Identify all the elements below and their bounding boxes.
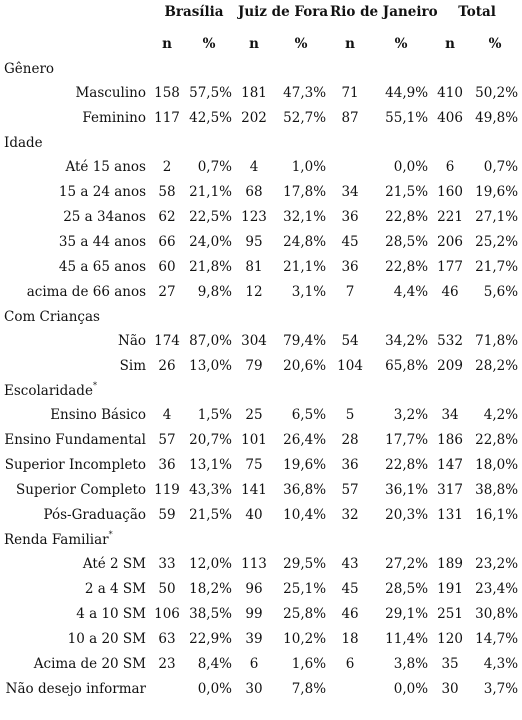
cell-count: 4 (249, 158, 259, 175)
header-group-juiz-de-fora: Juiz de Fora (237, 4, 329, 20)
row-label: 15 a 24 anos (58, 183, 146, 200)
cell-percent: 10,2% (283, 630, 327, 647)
cell-percent: 0,7% (483, 158, 519, 175)
row-label: Feminino (82, 109, 146, 126)
cell-count: 81 (245, 258, 263, 275)
table-row (4, 601, 522, 626)
cell-count: 174 (154, 332, 180, 349)
cell-percent: 12,0% (189, 555, 233, 572)
row-label: Não (118, 332, 146, 349)
cell-count: 131 (437, 506, 463, 523)
cell-count: 7 (345, 283, 355, 300)
row-label: Pós-Graduação (43, 506, 146, 523)
cell-percent: 17,7% (385, 431, 429, 448)
cell-count: 57 (158, 431, 176, 448)
cell-percent: 4,4% (393, 283, 429, 300)
cell-count: 120 (437, 630, 463, 647)
cell-count: 33 (158, 555, 176, 572)
header-corner-sub (4, 32, 152, 56)
row-label: Não desejo informar (5, 680, 146, 697)
header-sub-n: n (345, 36, 355, 52)
table-row (4, 204, 522, 229)
table-row (4, 105, 522, 130)
section-title-text: Gênero (4, 61, 55, 77)
cell-count: 147 (437, 456, 463, 473)
table-row (4, 676, 522, 701)
cell-count: 71 (341, 84, 359, 101)
header-sub-n: n (249, 36, 259, 52)
row-label: Superior Incompleto (4, 456, 146, 473)
cell-percent: 22,8% (385, 208, 429, 225)
cell-count: 160 (437, 183, 463, 200)
cell-percent: 57,5% (189, 84, 233, 101)
cell-percent: 18,2% (189, 580, 233, 597)
cell-count: 141 (241, 481, 267, 498)
cell-percent: 50,2% (475, 84, 519, 101)
cell-percent: 36,1% (385, 481, 429, 498)
cell-percent: 13,0% (189, 357, 233, 374)
section-title-text: Com Crianças (4, 309, 100, 325)
cell-percent: 22,8% (385, 456, 429, 473)
table-row (4, 551, 522, 576)
cell-count: 317 (437, 481, 463, 498)
row-label: Masculino (75, 84, 146, 101)
cell-count: 6 (249, 655, 259, 672)
section-row (4, 378, 522, 402)
row-label: acima de 66 anos (26, 283, 146, 300)
table-row (4, 626, 522, 651)
cell-count: 191 (437, 580, 463, 597)
cell-count: 106 (154, 605, 180, 622)
cell-percent: 20,3% (385, 506, 429, 523)
cell-count: 304 (241, 332, 267, 349)
cell-count: 39 (245, 630, 263, 647)
cell-percent: 0,7% (197, 158, 233, 175)
cell-count: 46 (341, 605, 359, 622)
row-label: Sim (119, 357, 146, 374)
cell-percent: 1,5% (197, 406, 233, 423)
cell-percent: 8,4% (197, 655, 233, 672)
header-group-brasilia: Brasília (164, 4, 224, 20)
table-row (4, 452, 522, 477)
section-row (4, 130, 522, 154)
cell-count: 40 (245, 506, 263, 523)
cell-percent: 38,8% (475, 481, 519, 498)
header-corner (4, 0, 152, 32)
cell-count: 25 (245, 406, 263, 423)
cell-count: 23 (158, 655, 176, 672)
cell-count: 119 (154, 481, 180, 498)
cell-count (152, 676, 182, 701)
cell-percent: 30,8% (475, 605, 519, 622)
cell-percent: 27,1% (475, 208, 519, 225)
table-row (4, 279, 522, 304)
table-row (4, 353, 522, 378)
table-row (4, 576, 522, 601)
cell-percent: 36,8% (283, 481, 327, 498)
cell-percent: 71,8% (475, 332, 519, 349)
row-label: 2 a 4 SM (84, 580, 146, 597)
cell-count: 117 (154, 109, 180, 126)
cell-percent: 16,1% (475, 506, 519, 523)
cell-percent: 19,6% (475, 183, 519, 200)
cell-count: 34 (441, 406, 459, 423)
table-body (4, 0, 522, 701)
table-row (4, 651, 522, 676)
header-sub-n: n (445, 36, 455, 52)
cell-percent: 25,1% (283, 580, 327, 597)
table-row (4, 154, 522, 179)
section-row (4, 527, 522, 551)
cell-count: 2 (162, 158, 172, 175)
cell-percent: 21,8% (189, 258, 233, 275)
cell-count: 87 (341, 109, 359, 126)
cell-percent: 1,6% (291, 655, 327, 672)
table-row (4, 477, 522, 502)
cell-count: 68 (245, 183, 263, 200)
cell-count: 206 (437, 233, 463, 250)
cell-count: 36 (158, 456, 176, 473)
cell-percent: 34,2% (385, 332, 429, 349)
header-sub-pct: % (294, 36, 308, 52)
cell-count: 59 (158, 506, 176, 523)
cell-percent: 10,4% (283, 506, 327, 523)
row-label: Ensino Básico (50, 406, 146, 423)
cell-percent: 27,2% (385, 555, 429, 572)
cell-percent: 22,5% (189, 208, 233, 225)
row-label: Ensino Fundamental (4, 431, 146, 448)
cell-count: 410 (437, 84, 463, 101)
cell-count: 406 (437, 109, 463, 126)
cell-percent: 21,1% (283, 258, 327, 275)
cell-count: 6 (445, 158, 455, 175)
table-row (4, 229, 522, 254)
cell-percent: 18,0% (475, 456, 519, 473)
row-label: 10 a 20 SM (67, 630, 146, 647)
cell-count: 57 (341, 481, 359, 498)
cell-count: 32 (341, 506, 359, 523)
header-row-sub (4, 32, 522, 56)
cell-percent: 23,2% (475, 555, 519, 572)
cell-count: 46 (441, 283, 459, 300)
cell-percent: 4,3% (483, 655, 519, 672)
cell-count: 75 (245, 456, 263, 473)
cell-percent: 22,8% (475, 431, 519, 448)
cell-percent: 17,8% (283, 183, 327, 200)
cell-percent: 3,7% (483, 680, 519, 697)
header-sub-n: n (162, 36, 172, 52)
cell-percent: 21,5% (385, 183, 429, 200)
cell-percent: 4,2% (483, 406, 519, 423)
cell-count: 113 (241, 555, 267, 572)
cell-percent: 7,8% (291, 680, 327, 697)
cell-count: 532 (437, 332, 463, 349)
cell-percent: 38,5% (189, 605, 233, 622)
row-label: 25 a 34anos (63, 208, 146, 225)
cell-count: 45 (341, 233, 359, 250)
cell-percent: 28,2% (475, 357, 519, 374)
table-row (4, 179, 522, 204)
cell-count: 99 (245, 605, 263, 622)
cell-count: 221 (437, 208, 463, 225)
cell-count: 12 (245, 283, 263, 300)
cell-percent: 6,5% (291, 406, 327, 423)
cell-percent: 0,0% (197, 680, 233, 697)
cell-percent: 49,8% (475, 109, 519, 126)
cell-percent: 24,0% (189, 233, 233, 250)
table-row (4, 427, 522, 452)
cell-percent: 32,1% (283, 208, 327, 225)
cell-percent: 13,1% (189, 456, 233, 473)
header-sub-pct: % (202, 36, 216, 52)
row-label: 4 a 10 SM (76, 605, 146, 622)
header-sub-pct: % (488, 36, 502, 52)
cell-count: 58 (158, 183, 176, 200)
section-title (4, 130, 522, 154)
cell-count: 209 (437, 357, 463, 374)
footnote-marker: * (108, 530, 113, 539)
cell-count: 30 (245, 680, 263, 697)
section-title-text: Renda Familiar (4, 532, 109, 548)
cell-count: 43 (341, 555, 359, 572)
row-label: Acima de 20 SM (33, 655, 146, 672)
cell-percent: 9,8% (197, 283, 233, 300)
section-title (4, 527, 522, 551)
cell-percent: 47,3% (283, 84, 327, 101)
cell-percent: 5,6% (483, 283, 519, 300)
cell-count: 18 (341, 630, 359, 647)
section-title (4, 304, 522, 328)
cell-count: 251 (437, 605, 463, 622)
cell-percent: 11,4% (385, 630, 429, 647)
row-label: Até 2 SM (82, 555, 146, 572)
cell-percent: 42,5% (189, 109, 233, 126)
cell-count: 177 (437, 258, 463, 275)
cell-count: 26 (158, 357, 176, 374)
cell-count (330, 154, 370, 179)
cell-percent: 19,6% (283, 456, 327, 473)
section-row (4, 56, 522, 80)
demographics-table (4, 0, 522, 701)
cell-count: 6 (345, 655, 355, 672)
cell-count: 79 (245, 357, 263, 374)
cell-percent: 21,7% (475, 258, 519, 275)
cell-percent: 26,4% (283, 431, 327, 448)
cell-count: 36 (341, 456, 359, 473)
section-title-text: Escolaridade (4, 383, 93, 399)
cell-percent: 24,8% (283, 233, 327, 250)
cell-percent: 21,1% (189, 183, 233, 200)
section-title (4, 56, 522, 80)
cell-percent: 3,1% (291, 283, 327, 300)
cell-percent: 23,4% (475, 580, 519, 597)
cell-count: 4 (162, 406, 172, 423)
table-row (4, 402, 522, 427)
cell-count: 34 (341, 183, 359, 200)
cell-count: 96 (245, 580, 263, 597)
cell-count: 50 (158, 580, 176, 597)
cell-percent: 29,1% (385, 605, 429, 622)
cell-percent: 1,0% (291, 158, 327, 175)
cell-count (330, 676, 370, 701)
cell-count: 62 (158, 208, 176, 225)
section-title-text: Idade (4, 135, 43, 151)
table-row (4, 328, 522, 353)
cell-percent: 65,8% (385, 357, 429, 374)
cell-count: 202 (241, 109, 267, 126)
cell-percent: 52,7% (283, 109, 327, 126)
cell-count: 5 (345, 406, 355, 423)
cell-count: 66 (158, 233, 176, 250)
section-title (4, 378, 522, 402)
cell-count: 158 (154, 84, 180, 101)
cell-percent: 20,6% (283, 357, 327, 374)
cell-percent: 25,8% (283, 605, 327, 622)
cell-count: 189 (437, 555, 463, 572)
row-label: Até 15 anos (65, 158, 146, 175)
cell-percent: 79,4% (283, 332, 327, 349)
cell-percent: 22,8% (385, 258, 429, 275)
cell-count: 60 (158, 258, 176, 275)
cell-count: 186 (437, 431, 463, 448)
cell-count: 101 (241, 431, 267, 448)
cell-percent: 22,9% (189, 630, 233, 647)
cell-count: 181 (241, 84, 267, 101)
cell-count: 28 (341, 431, 359, 448)
cell-percent: 29,5% (283, 555, 327, 572)
cell-percent: 3,8% (393, 655, 429, 672)
cell-count: 36 (341, 258, 359, 275)
cell-count: 123 (241, 208, 267, 225)
cell-percent: 25,2% (475, 233, 519, 250)
row-label: Superior Completo (16, 481, 146, 498)
cell-percent: 87,0% (189, 332, 233, 349)
cell-percent: 14,7% (475, 630, 519, 647)
row-label: 35 a 44 anos (58, 233, 146, 250)
header-group-rio-de-janeiro: Rio de Janeiro (330, 4, 438, 20)
header-group-total: Total (458, 4, 496, 20)
cell-percent: 0,0% (393, 158, 429, 175)
cell-percent: 21,5% (189, 506, 233, 523)
cell-percent: 44,9% (385, 84, 429, 101)
cell-percent: 55,1% (385, 109, 429, 126)
table-row (4, 254, 522, 279)
header-sub-pct: % (394, 36, 408, 52)
cell-percent: 20,7% (189, 431, 233, 448)
cell-percent: 28,5% (385, 580, 429, 597)
table-row (4, 502, 522, 527)
table-row (4, 80, 522, 105)
cell-percent: 3,2% (393, 406, 429, 423)
cell-count: 30 (441, 680, 459, 697)
cell-count: 95 (245, 233, 263, 250)
section-row (4, 304, 522, 328)
cell-count: 27 (158, 283, 176, 300)
cell-count: 54 (341, 332, 359, 349)
header-row-groups (4, 0, 522, 32)
cell-count: 35 (441, 655, 459, 672)
row-label: 45 a 65 anos (58, 258, 146, 275)
cell-count: 104 (337, 357, 363, 374)
cell-percent: 43,3% (189, 481, 233, 498)
cell-count: 36 (341, 208, 359, 225)
cell-count: 45 (341, 580, 359, 597)
cell-percent: 28,5% (385, 233, 429, 250)
cell-count: 63 (158, 630, 176, 647)
cell-percent: 0,0% (393, 680, 429, 697)
footnote-marker: * (92, 381, 97, 390)
